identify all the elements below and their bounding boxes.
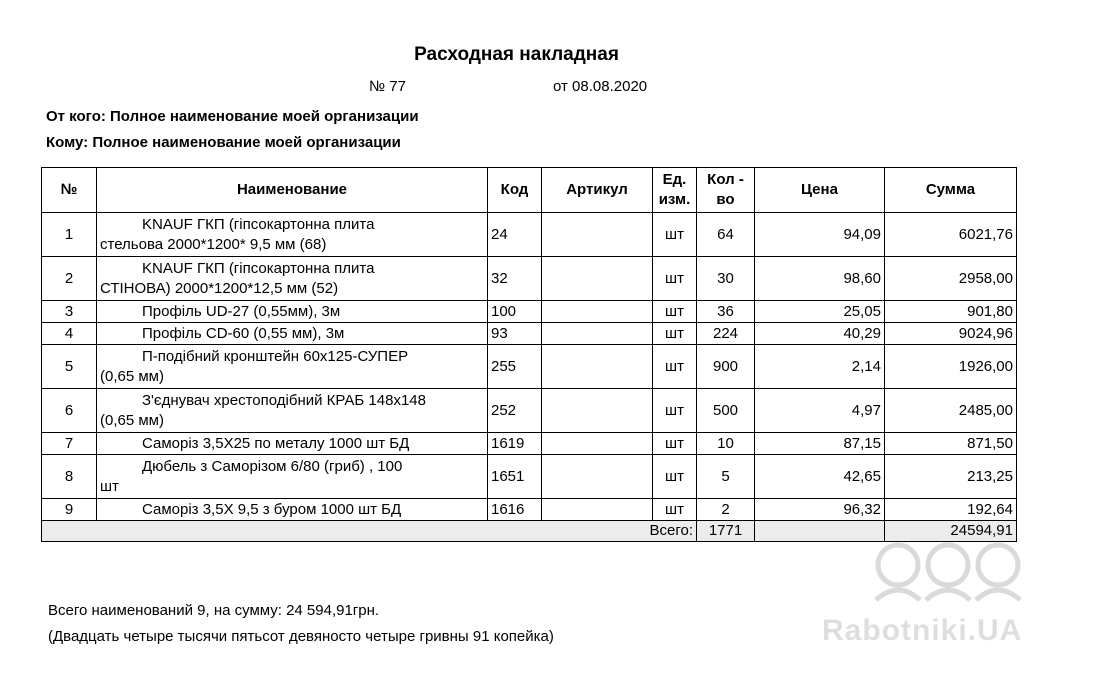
row-code: 252 bbox=[488, 389, 542, 433]
unit-header-line1: Ед. bbox=[662, 171, 687, 188]
row-code: 1616 bbox=[488, 499, 542, 521]
row-name-line1: З'єднувач хрестоподібний КРАБ 148х148 bbox=[142, 391, 426, 409]
row-unit: шт bbox=[653, 455, 697, 499]
watermark-text: Rabotniki.UA bbox=[822, 614, 1023, 647]
table-row bbox=[42, 345, 1017, 389]
row-code: 24 bbox=[488, 213, 542, 257]
row-name bbox=[97, 323, 488, 345]
row-name-line2: СТІНОВА) 2000*1200*12,5 мм (52) bbox=[100, 279, 339, 297]
row-qty: 64 bbox=[697, 213, 755, 257]
table-header-row bbox=[42, 168, 1017, 213]
table-row bbox=[42, 213, 1017, 257]
row-num: 4 bbox=[42, 323, 97, 345]
row-name-line2: (0,65 мм) bbox=[100, 367, 164, 385]
row-article bbox=[542, 323, 653, 345]
total-label: Всего: bbox=[42, 521, 697, 542]
row-qty: 5 bbox=[697, 455, 755, 499]
row-name-line2: стельова 2000*1200* 9,5 мм (68) bbox=[100, 235, 327, 253]
row-name-line1: KNAUF ГКП (гіпсокартонна плита bbox=[142, 259, 375, 277]
row-article bbox=[542, 345, 653, 389]
col-code-header: Код bbox=[488, 168, 542, 213]
row-name-line1: Профіль UD-27 (0,55мм), 3м bbox=[142, 302, 341, 320]
row-article bbox=[542, 301, 653, 323]
row-num: 9 bbox=[42, 499, 97, 521]
total-sum: 24594,91 bbox=[885, 521, 1017, 542]
row-unit: шт bbox=[653, 257, 697, 301]
row-unit: шт bbox=[653, 323, 697, 345]
row-name-line1: KNAUF ГКП (гіпсокартонна плита bbox=[142, 215, 375, 233]
row-sum: 213,25 bbox=[885, 455, 1017, 499]
table-row bbox=[42, 499, 1017, 521]
row-qty: 900 bbox=[697, 345, 755, 389]
qty-header-line1: Кол - bbox=[707, 171, 744, 188]
document-number: № 77 bbox=[369, 78, 406, 95]
row-name bbox=[97, 257, 488, 301]
col-unit-header bbox=[653, 168, 697, 213]
col-price-header: Цена bbox=[755, 168, 885, 213]
row-unit: шт bbox=[653, 499, 697, 521]
row-sum: 192,64 bbox=[885, 499, 1017, 521]
row-price: 40,29 bbox=[755, 323, 885, 345]
col-name-header: Наименование bbox=[97, 168, 488, 213]
col-sum-header: Сумма bbox=[885, 168, 1017, 213]
row-qty: 2 bbox=[697, 499, 755, 521]
row-name-line1: Саморіз 3,5Х25 по металу 1000 шт БД bbox=[142, 434, 410, 452]
row-qty: 500 bbox=[697, 389, 755, 433]
col-qty-header bbox=[697, 168, 755, 213]
row-num: 1 bbox=[42, 213, 97, 257]
row-name bbox=[97, 433, 488, 455]
total-qty: 1771 bbox=[697, 521, 755, 542]
row-article bbox=[542, 433, 653, 455]
row-num: 7 bbox=[42, 433, 97, 455]
row-sum: 2485,00 bbox=[885, 389, 1017, 433]
row-name bbox=[97, 301, 488, 323]
row-sum: 6021,76 bbox=[885, 213, 1017, 257]
row-sum: 1926,00 bbox=[885, 345, 1017, 389]
row-price: 25,05 bbox=[755, 301, 885, 323]
row-name bbox=[97, 455, 488, 499]
table-row bbox=[42, 433, 1017, 455]
row-code: 1651 bbox=[488, 455, 542, 499]
row-name-line1: П-подібний кронштейн 60х125-СУПЕР bbox=[142, 347, 409, 365]
qty-header-line2: во bbox=[716, 191, 735, 208]
table-row bbox=[42, 389, 1017, 433]
row-unit: шт bbox=[653, 345, 697, 389]
row-article bbox=[542, 389, 653, 433]
row-code: 93 bbox=[488, 323, 542, 345]
row-sum: 901,80 bbox=[885, 301, 1017, 323]
row-name bbox=[97, 213, 488, 257]
row-qty: 36 bbox=[697, 301, 755, 323]
row-unit: шт bbox=[653, 389, 697, 433]
row-price: 42,65 bbox=[755, 455, 885, 499]
row-price: 2,14 bbox=[755, 345, 885, 389]
row-unit: шт bbox=[653, 213, 697, 257]
items-table bbox=[41, 167, 1017, 542]
row-num: 3 bbox=[42, 301, 97, 323]
row-name-line1: Саморіз 3,5Х 9,5 з буром 1000 шт БД bbox=[142, 500, 402, 518]
row-num: 5 bbox=[42, 345, 97, 389]
col-article-header: Артикул bbox=[542, 168, 653, 213]
to-line: Кому: Полное наименование моей организации bbox=[46, 134, 401, 151]
document-title: Расходная накладная bbox=[414, 44, 619, 65]
row-num: 8 bbox=[42, 455, 97, 499]
row-name bbox=[97, 499, 488, 521]
row-num: 2 bbox=[42, 257, 97, 301]
row-qty: 224 bbox=[697, 323, 755, 345]
row-unit: шт bbox=[653, 301, 697, 323]
row-article bbox=[542, 455, 653, 499]
row-qty: 10 bbox=[697, 433, 755, 455]
row-article bbox=[542, 499, 653, 521]
row-article bbox=[542, 213, 653, 257]
row-code: 100 bbox=[488, 301, 542, 323]
table-row bbox=[42, 323, 1017, 345]
total-blank bbox=[755, 521, 885, 542]
row-sum: 9024,96 bbox=[885, 323, 1017, 345]
row-name-line2: (0,65 мм) bbox=[100, 411, 164, 429]
col-num-header: № bbox=[42, 168, 97, 213]
row-num: 6 bbox=[42, 389, 97, 433]
table-row bbox=[42, 257, 1017, 301]
unit-header-line2: изм. bbox=[658, 191, 691, 208]
row-unit: шт bbox=[653, 433, 697, 455]
row-code: 1619 bbox=[488, 433, 542, 455]
row-name bbox=[97, 345, 488, 389]
summary-count: Всего наименований 9, на сумму: 24 594,91грн. bbox=[48, 602, 380, 619]
row-name-line1: Профіль CD-60 (0,55 мм), 3м bbox=[142, 324, 345, 342]
table-row bbox=[42, 455, 1017, 499]
row-sum: 871,50 bbox=[885, 433, 1017, 455]
row-price: 96,32 bbox=[755, 499, 885, 521]
from-line: От кого: Полное наименование моей организации bbox=[46, 108, 419, 125]
row-article bbox=[542, 257, 653, 301]
row-price: 94,09 bbox=[755, 213, 885, 257]
row-price: 87,15 bbox=[755, 433, 885, 455]
row-qty: 30 bbox=[697, 257, 755, 301]
row-price: 98,60 bbox=[755, 257, 885, 301]
summary-words: (Двадцать четыре тысячи пятьсот девяносто четыре гривны 91 копейка) bbox=[48, 628, 554, 645]
row-name-line2: шт bbox=[100, 477, 119, 495]
row-name bbox=[97, 389, 488, 433]
row-sum: 2958,00 bbox=[885, 257, 1017, 301]
row-code: 255 bbox=[488, 345, 542, 389]
document-date: от 08.08.2020 bbox=[553, 78, 648, 95]
row-name-line1: Дюбель з Саморізом 6/80 (гриб) , 100 bbox=[142, 457, 403, 475]
watermark-logo-icon bbox=[868, 520, 1028, 610]
table-row bbox=[42, 301, 1017, 323]
row-price: 4,97 bbox=[755, 389, 885, 433]
row-code: 32 bbox=[488, 257, 542, 301]
